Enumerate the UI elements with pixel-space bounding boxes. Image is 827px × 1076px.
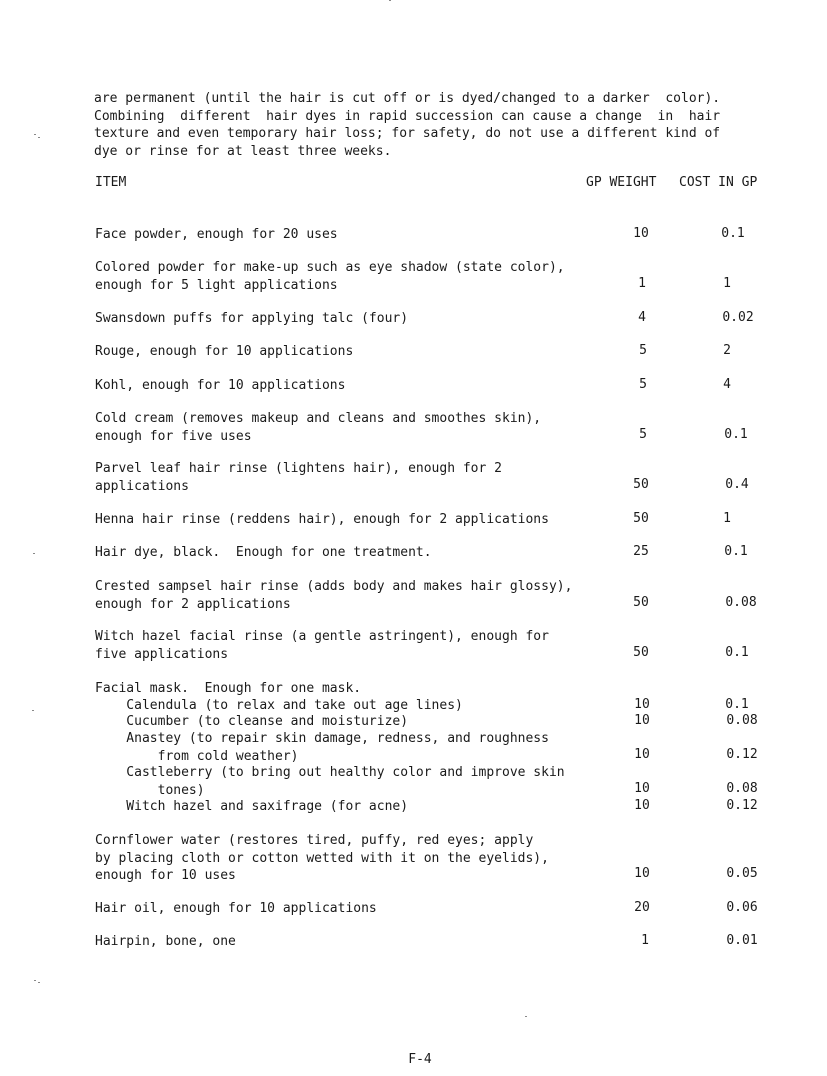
item-description: Witch hazel facial rinse (a gentle astringent), enough for five applications bbox=[95, 629, 549, 662]
column-header-cost: COST IN GP bbox=[679, 175, 758, 190]
item-cost: 1 bbox=[723, 276, 731, 291]
item-cost: 0.1 bbox=[725, 697, 749, 712]
item-description: Parvel leaf hair rinse (lightens hair), enough for 2 applications bbox=[95, 461, 502, 494]
scan-speck bbox=[32, 710, 34, 711]
item-weight: 10 bbox=[634, 781, 650, 796]
item-weight: 5 bbox=[639, 427, 647, 442]
item-weight: 10 bbox=[634, 713, 650, 728]
item-cost: 0.08 bbox=[726, 713, 758, 728]
item-weight: 10 bbox=[633, 226, 649, 241]
item-description: Kohl, enough for 10 applications bbox=[95, 378, 346, 393]
intro-line: are permanent (until the hair is cut off or is dyed/changed to a darker color). bbox=[94, 91, 721, 106]
item-weight: 5 bbox=[639, 377, 647, 392]
item-description: Cold cream (removes makeup and cleans and smoothes skin), enough for five uses bbox=[95, 411, 542, 444]
item-cost: 0.06 bbox=[726, 900, 758, 915]
scan-speck bbox=[38, 137, 40, 138]
item-description: Hair oil, enough for 10 applications bbox=[95, 901, 377, 916]
item-description: Castleberry (to bring out healthy color and improve skin tones) bbox=[126, 765, 565, 798]
item-weight: 10 bbox=[634, 866, 650, 881]
item-description: Cucumber (to cleanse and moisturize) bbox=[95, 714, 409, 729]
item-cost: 0.05 bbox=[726, 866, 758, 881]
item-description: Cornflower water (restores tired, puffy, red eyes; apply by placing cloth or cotton wetted with it on the eyelids), enough for 10 uses bbox=[95, 833, 549, 883]
item-description: Face powder, enough for 20 uses bbox=[95, 227, 338, 242]
item-weight: 4 bbox=[638, 310, 646, 325]
item-cost: 0.1 bbox=[724, 544, 748, 559]
item-cost: 1 bbox=[723, 511, 731, 526]
item-weight: 20 bbox=[634, 900, 650, 915]
item-cost: 0.12 bbox=[726, 798, 758, 813]
item-description: Facial mask. Enough for one mask. bbox=[95, 681, 362, 696]
item-description: Anastey (to repair skin damage, redness, and roughness from cold weather) bbox=[126, 731, 549, 764]
item-weight: 5 bbox=[639, 343, 647, 358]
item-description: Hair dye, black. Enough for one treatment. bbox=[95, 545, 432, 560]
item-cost: 0.1 bbox=[724, 427, 748, 442]
scan-speck bbox=[33, 553, 35, 554]
intro-line: Combining different hair dyes in rapid succession can cause a change in hair bbox=[94, 108, 721, 124]
item-description: Rouge, enough for 10 applications bbox=[95, 344, 354, 359]
item-cost: 0.08 bbox=[725, 595, 757, 610]
item-weight: 50 bbox=[633, 477, 649, 492]
item-cost: 0.02 bbox=[722, 310, 754, 325]
scan-speck bbox=[34, 980, 36, 981]
item-weight: 10 bbox=[634, 747, 650, 762]
item-cost: 0.08 bbox=[726, 781, 758, 796]
item-cost: 0.4 bbox=[725, 477, 749, 492]
item-weight: 50 bbox=[633, 595, 649, 610]
item-description: Crested sampsel hair rinse (adds body and makes hair glossy), enough for 2 applications bbox=[95, 579, 573, 612]
item-weight: 50 bbox=[633, 645, 649, 660]
intro-line: texture and even temporary hair loss; for safety, do not use a different kind of bbox=[94, 126, 721, 141]
scan-speck bbox=[38, 982, 40, 983]
item-description: Swansdown puffs for applying talc (four) bbox=[95, 311, 409, 326]
item-cost: 0.1 bbox=[725, 645, 749, 660]
item-cost: 0.12 bbox=[726, 747, 758, 762]
item-weight: 1 bbox=[638, 276, 646, 291]
item-weight: 1 bbox=[641, 933, 649, 948]
item-cost: 0.1 bbox=[721, 226, 745, 241]
item-cost: 0.01 bbox=[726, 933, 758, 948]
item-weight: 25 bbox=[633, 544, 649, 559]
column-header-weight: GP WEIGHT bbox=[586, 175, 657, 190]
page-number: F-4 bbox=[408, 1052, 432, 1067]
item-description: Witch hazel and saxifrage (for acne) bbox=[95, 799, 409, 814]
item-description: Colored powder for make-up such as eye shadow (state color), enough for 5 light applications bbox=[95, 260, 565, 293]
item-cost: 2 bbox=[723, 343, 731, 358]
intro-paragraph bbox=[94, 90, 764, 160]
item-weight: 50 bbox=[633, 511, 649, 526]
item-description: Calendula (to relax and take out age lines) bbox=[95, 698, 463, 713]
column-header-item: ITEM bbox=[95, 175, 127, 190]
item-weight: 10 bbox=[634, 697, 650, 712]
item-description: Henna hair rinse (reddens hair), enough for 2 applications bbox=[95, 512, 549, 527]
item-weight: 10 bbox=[634, 798, 650, 813]
scan-speck bbox=[389, 0, 391, 1]
scan-speck bbox=[525, 1016, 527, 1017]
scan-speck bbox=[34, 134, 36, 135]
item-description: Hairpin, bone, one bbox=[95, 934, 236, 949]
intro-line: dye or rinse for at least three weeks. bbox=[94, 143, 392, 159]
item-cost: 4 bbox=[723, 377, 731, 392]
